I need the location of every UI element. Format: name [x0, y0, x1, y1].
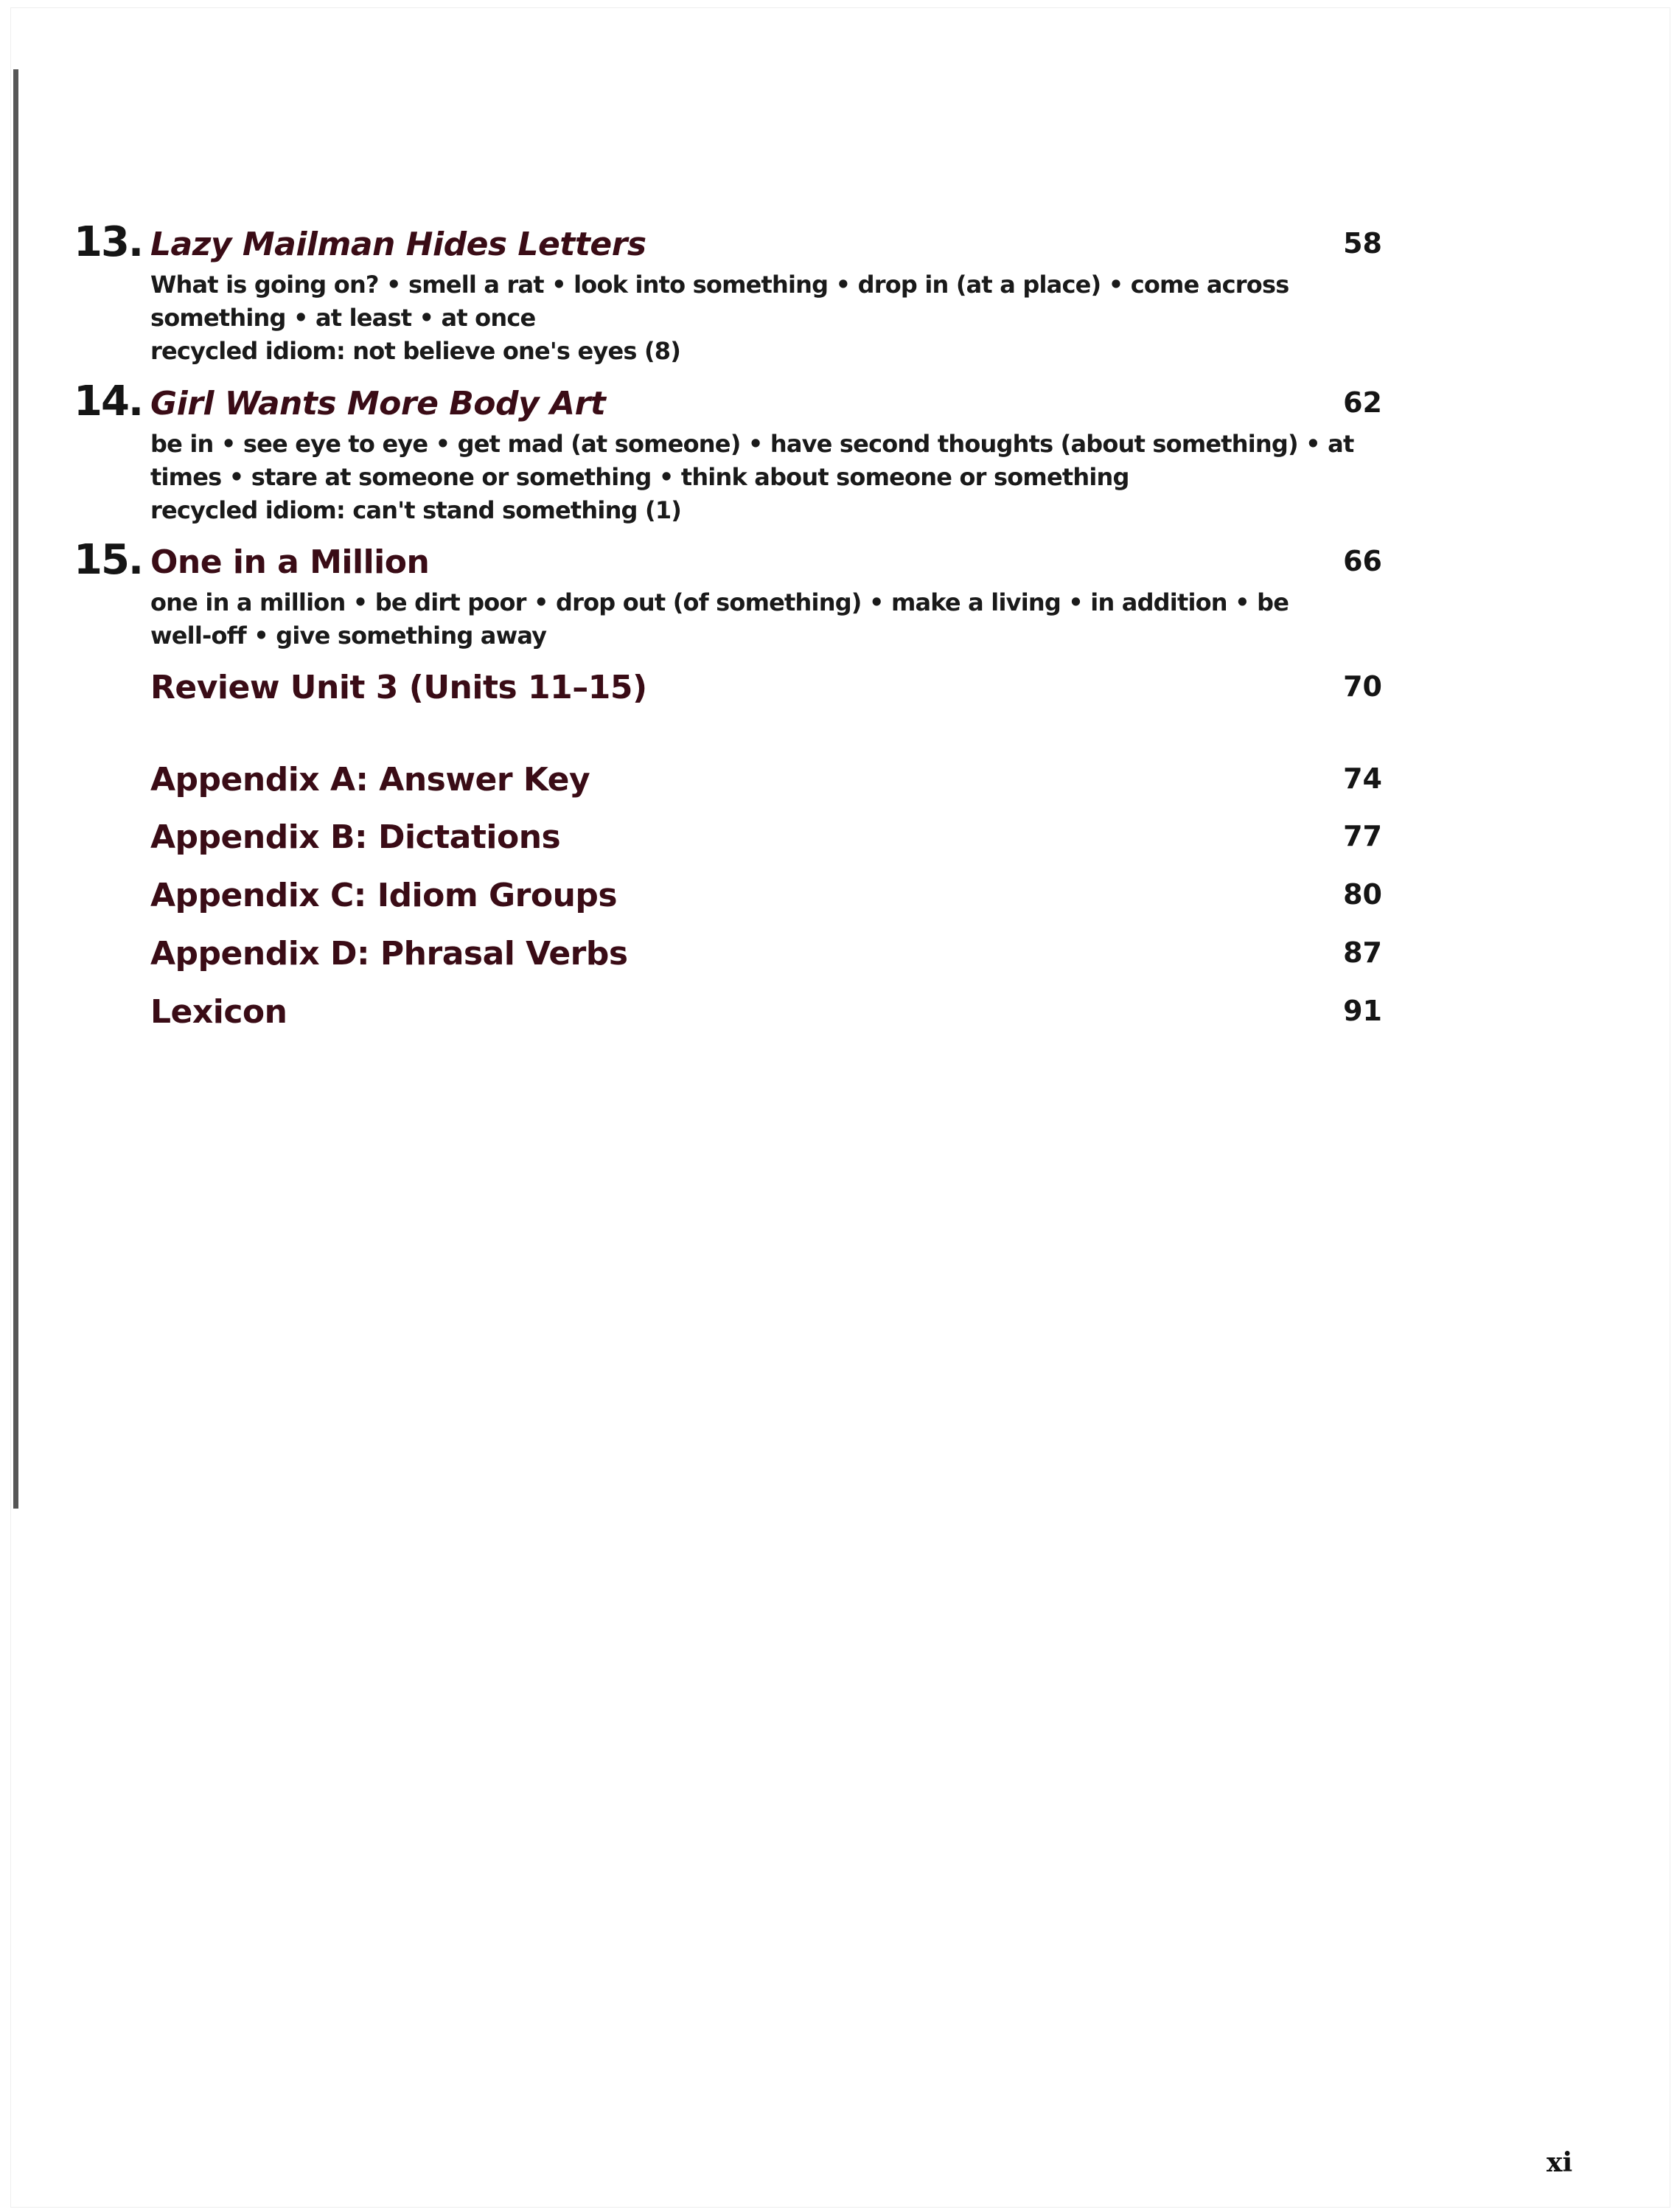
page-number: 58 — [1343, 227, 1382, 260]
idiom-line: well-off • give something away — [150, 622, 547, 650]
recycled-idiom: recycled idiom: not believe one's eyes (8) — [150, 337, 681, 365]
unit-number: 15. — [74, 536, 143, 584]
page-folio: xi — [1547, 2147, 1573, 2178]
idiom-list — [150, 586, 1330, 653]
unit-title[interactable]: Girl Wants More Body Art — [150, 385, 606, 422]
unit-title[interactable]: Lazy Mailman Hides Letters — [150, 226, 646, 263]
unit-title[interactable]: One in a Million — [150, 543, 430, 581]
section-title[interactable]: Appendix A: Answer Key — [150, 761, 590, 799]
section-title[interactable]: Appendix B: Dictations — [150, 818, 561, 856]
page-number: 70 — [1343, 670, 1382, 703]
page-number: 80 — [1343, 878, 1382, 911]
recycled-idiom: recycled idiom: can't stand something (1) — [150, 496, 682, 524]
page-number: 62 — [1343, 386, 1382, 419]
idiom-line: something • at least • at once — [150, 304, 536, 332]
section-title[interactable]: Lexicon — [150, 993, 287, 1031]
unit-number: 13. — [74, 218, 143, 266]
page-number: 77 — [1343, 820, 1382, 852]
section-title[interactable]: Review Unit 3 (Units 11–15) — [150, 669, 647, 706]
page-number: 91 — [1343, 995, 1382, 1027]
idiom-list — [150, 428, 1354, 527]
unit-number: 14. — [74, 378, 143, 425]
section-title[interactable]: Appendix D: Phrasal Verbs — [150, 935, 628, 973]
idiom-line: be in • see eye to eye • get mad (at someone) • have second thoughts (about something) • at — [150, 430, 1354, 458]
page-number: 66 — [1343, 545, 1382, 577]
binding-edge — [13, 69, 18, 1509]
idiom-line: one in a million • be dirt poor • drop out (of something) • make a living • in addition • be — [150, 588, 1289, 616]
page-number: 87 — [1343, 936, 1382, 969]
page-number: 74 — [1343, 762, 1382, 795]
idiom-line: What is going on? • smell a rat • look into something • drop in (at a place) • come across — [150, 271, 1289, 299]
idiom-list — [150, 268, 1330, 368]
idiom-line: times • stare at someone or something • think about someone or something — [150, 463, 1129, 491]
section-title[interactable]: Appendix C: Idiom Groups — [150, 877, 618, 914]
